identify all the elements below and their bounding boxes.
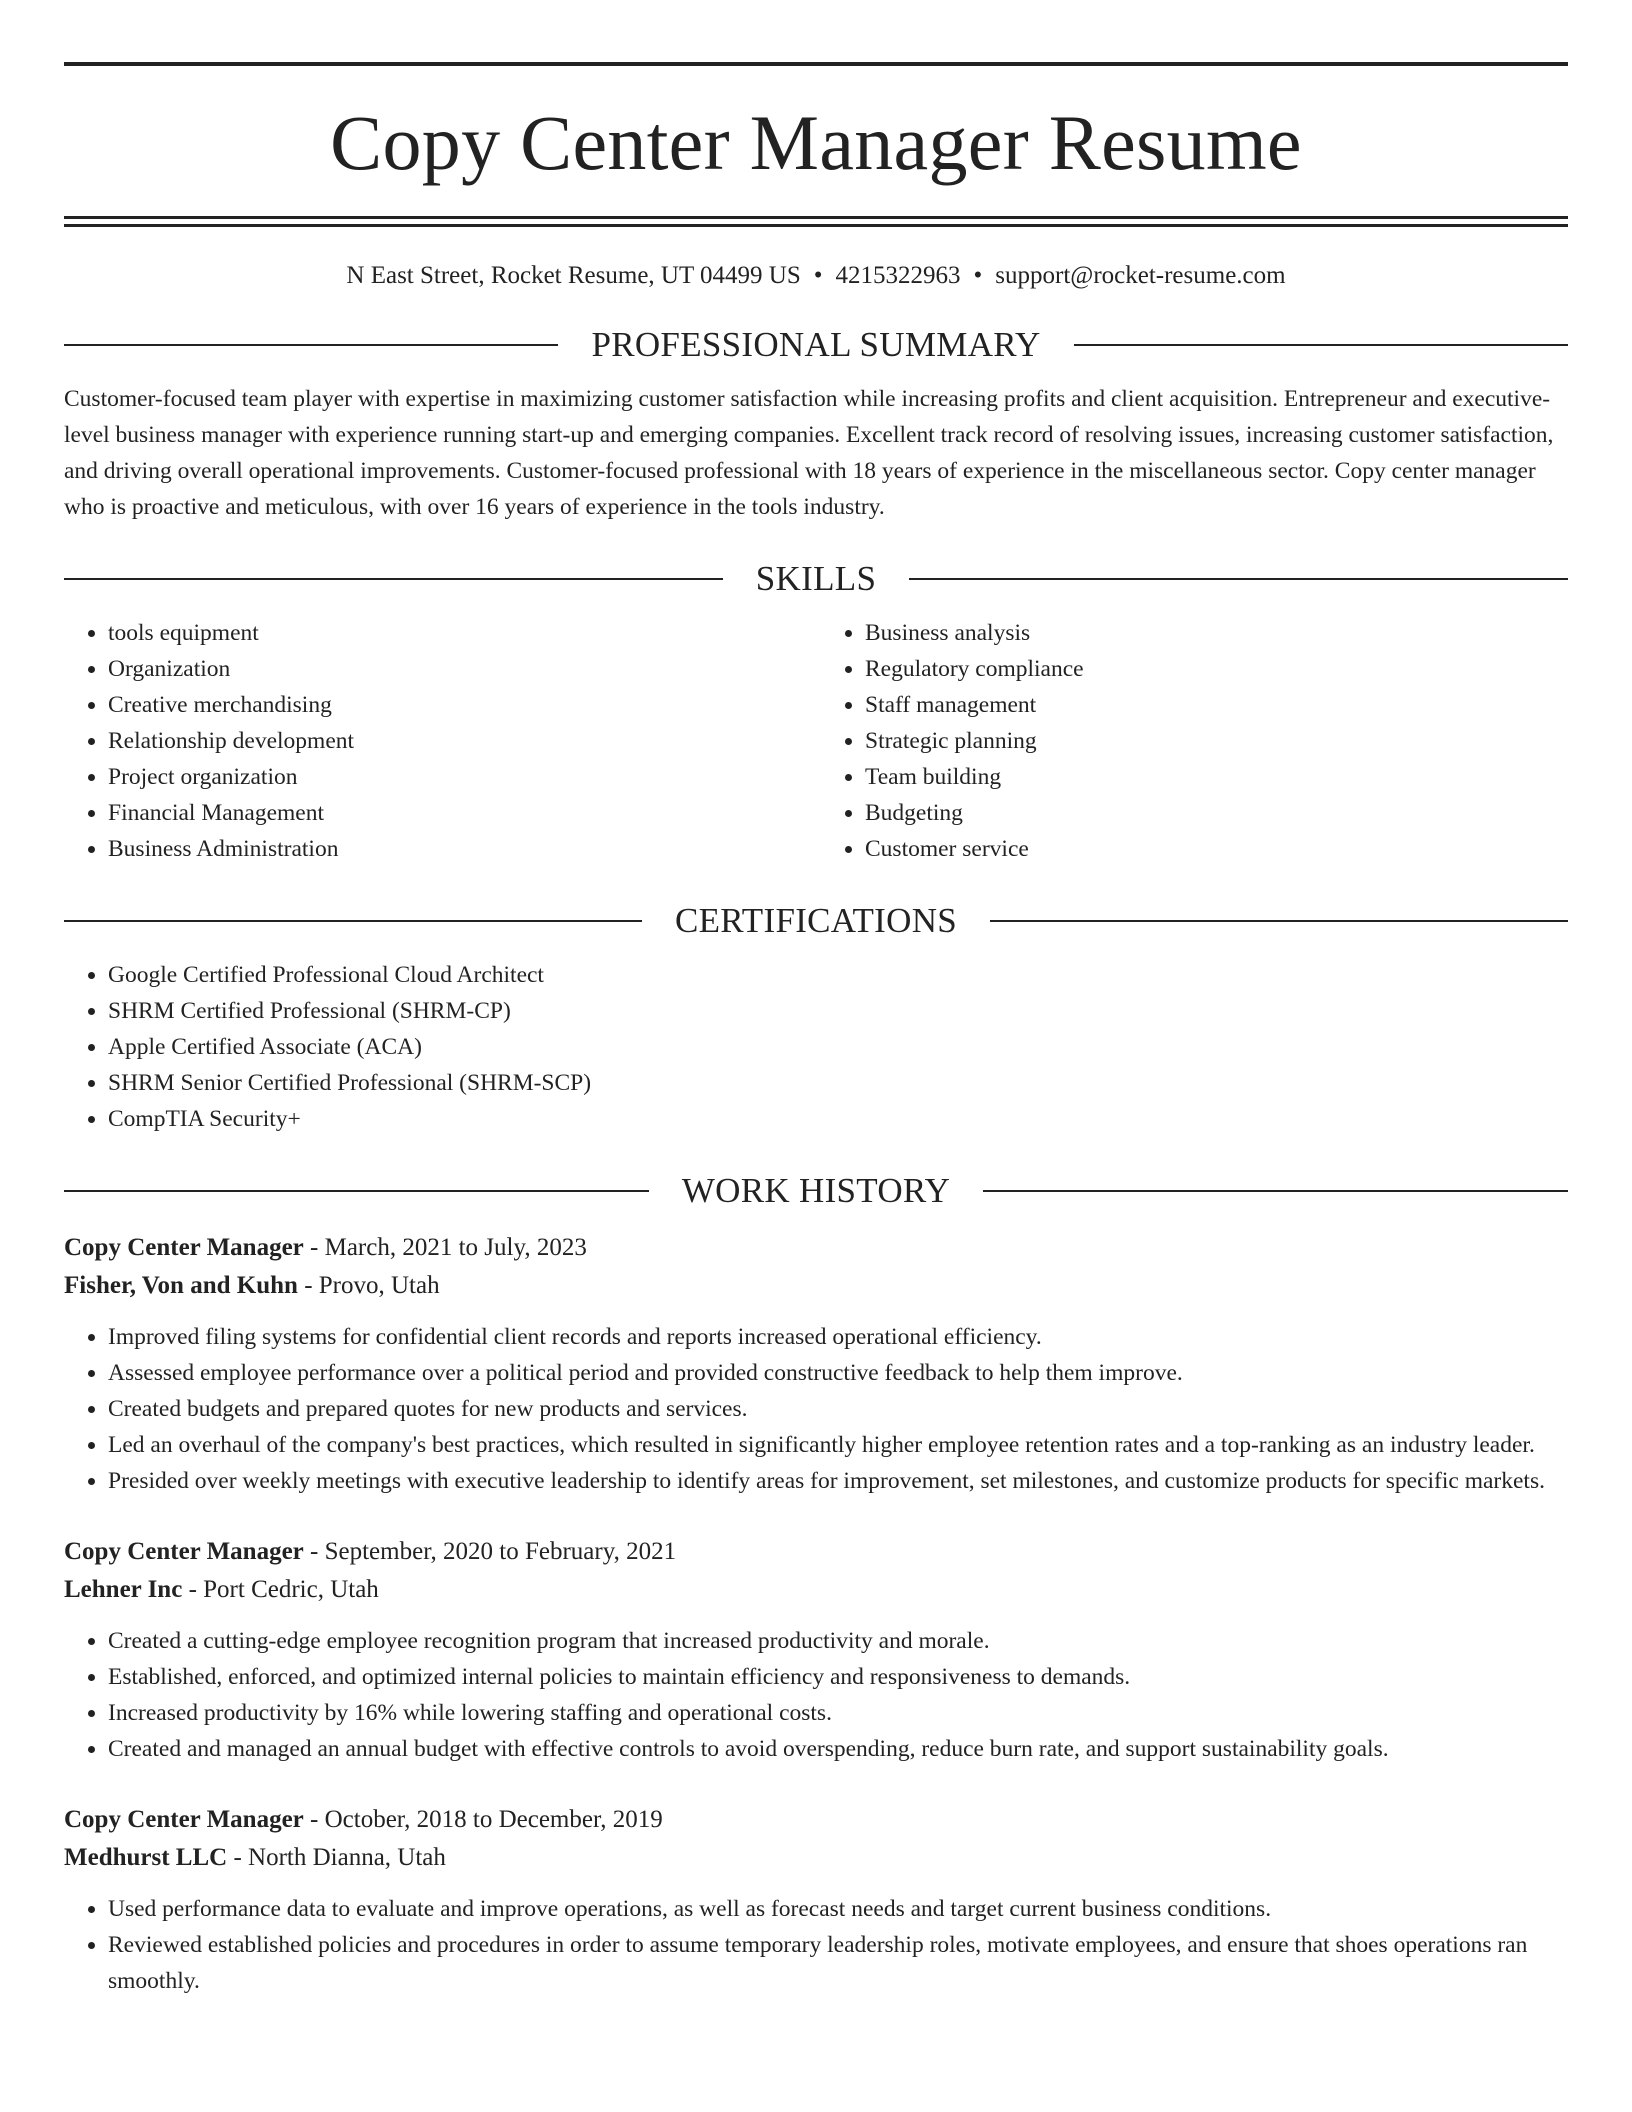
job-company-line bbox=[64, 1267, 1568, 1305]
heading-rule-left bbox=[64, 920, 642, 922]
job-bullet: • Improved filing systems for confidential client records and reports increased operational efficiency. bbox=[108, 1319, 1568, 1355]
certification-item: • CompTIA Security+ bbox=[108, 1101, 1568, 1137]
job-title-line bbox=[64, 1533, 1568, 1571]
job-entry bbox=[64, 1533, 1568, 1767]
job-bullet: • Assessed employee performance over a political period and provided constructive feedback to help them improve. bbox=[108, 1355, 1568, 1391]
job-dates: - September, 2020 to February, 2021 bbox=[303, 1538, 677, 1565]
job-location: - Provo, Utah bbox=[297, 1272, 440, 1299]
contact-email: support@rocket-resume.com bbox=[995, 262, 1286, 289]
certification-item: • SHRM Certified Professional (SHRM-CP) bbox=[108, 993, 1568, 1029]
contact-line bbox=[64, 261, 1568, 291]
job-bullet: • Reviewed established policies and procedures in order to assume temporary leadership roles, motivate employees, and ensure that shoes operations ran smoothly. bbox=[108, 1927, 1568, 1999]
skill-item: • Customer service bbox=[865, 831, 1568, 867]
job-entry bbox=[64, 1801, 1568, 1999]
summary-heading: PROFESSIONAL SUMMARY bbox=[591, 325, 1041, 364]
contact-phone: 4215322963 bbox=[835, 262, 961, 289]
work-section-heading bbox=[64, 1171, 1568, 1211]
certifications-heading: CERTIFICATIONS bbox=[674, 901, 958, 940]
page-title: Copy Center Manager Resume bbox=[330, 99, 1302, 186]
top-rule bbox=[64, 62, 1568, 66]
job-title-line bbox=[64, 1229, 1568, 1267]
contact-separator: • bbox=[973, 262, 983, 289]
summary-section-heading bbox=[64, 325, 1568, 365]
job-bullets bbox=[64, 1891, 1568, 1999]
job-title: Copy Center Manager bbox=[64, 1234, 304, 1261]
job-bullet: • Used performance data to evaluate and improve operations, as well as forecast needs and target current business conditions. bbox=[108, 1891, 1568, 1927]
job-bullet: • Increased productivity by 16% while lowering staffing and operational costs. bbox=[108, 1695, 1568, 1731]
skill-item: • tools equipment bbox=[108, 615, 811, 651]
skills-list-left bbox=[64, 615, 811, 867]
certification-item: • SHRM Senior Certified Professional (SHRM-SCP) bbox=[108, 1065, 1568, 1101]
job-bullets bbox=[64, 1319, 1568, 1499]
title-double-rule bbox=[64, 216, 1568, 227]
heading-rule-right bbox=[1074, 344, 1568, 346]
summary-text: Customer-focused team player with expertise in maximizing customer satisfaction while increasing profits and client acquisition. Entrepreneur and executive-level business manager with experience running start-up and emerging companies. Excellent track record of resolving issues, increasing customer satisfaction, and driving overall operational improvements. Customer-focused professional with 18 years of experience in the miscellaneous sector. Copy center manager who is proactive and meticulous, with over 16 years of experience in the tools industry. bbox=[64, 386, 1554, 520]
skill-item: • Relationship development bbox=[108, 723, 811, 759]
job-company: Fisher, Von and Kuhn bbox=[64, 1272, 298, 1299]
job-location: - Port Cedric, Utah bbox=[182, 1576, 379, 1603]
certification-item: • Google Certified Professional Cloud Architect bbox=[108, 957, 1568, 993]
heading-rule-left bbox=[64, 578, 723, 580]
job-bullet: • Created a cutting-edge employee recognition program that increased productivity and morale. bbox=[108, 1623, 1568, 1659]
work-heading: WORK HISTORY bbox=[681, 1171, 951, 1210]
contact-separator: • bbox=[813, 262, 823, 289]
job-dates: - March, 2021 to July, 2023 bbox=[303, 1234, 587, 1261]
job-title: Copy Center Manager bbox=[64, 1538, 304, 1565]
skill-item: • Budgeting bbox=[865, 795, 1568, 831]
job-company: Lehner Inc bbox=[64, 1576, 183, 1603]
contact-address: N East Street, Rocket Resume, UT 04499 US bbox=[346, 262, 801, 289]
job-bullet: • Led an overhaul of the company's best practices, which resulted in significantly higher employee retention rates and a top-ranking as an industry leader. bbox=[108, 1427, 1568, 1463]
skill-item: • Business analysis bbox=[865, 615, 1568, 651]
skill-item: • Staff management bbox=[865, 687, 1568, 723]
heading-rule-right bbox=[990, 920, 1568, 922]
skills-heading: SKILLS bbox=[755, 559, 877, 598]
skill-item: • Business Administration bbox=[108, 831, 811, 867]
heading-rule-right bbox=[983, 1190, 1568, 1192]
heading-rule-right bbox=[909, 578, 1568, 580]
skill-item: • Organization bbox=[108, 651, 811, 687]
skill-item: • Team building bbox=[865, 759, 1568, 795]
job-location: - North Dianna, Utah bbox=[227, 1844, 446, 1871]
heading-rule-left bbox=[64, 344, 558, 346]
skills-section-heading bbox=[64, 559, 1568, 599]
certification-item: • Apple Certified Associate (ACA) bbox=[108, 1029, 1568, 1065]
skill-item: • Creative merchandising bbox=[108, 687, 811, 723]
skills-list-right bbox=[811, 615, 1568, 867]
skill-item: • Financial Management bbox=[108, 795, 811, 831]
job-entry bbox=[64, 1229, 1568, 1499]
job-bullet: • Presided over weekly meetings with executive leadership to identify areas for improvement, set milestones, and customize products for specific markets. bbox=[108, 1463, 1568, 1499]
job-bullet: • Created and managed an annual budget with effective controls to avoid overspending, reduce burn rate, and support sustainability goals. bbox=[108, 1731, 1568, 1767]
job-bullet: • Established, enforced, and optimized internal policies to maintain efficiency and responsiveness to demands. bbox=[108, 1659, 1568, 1695]
certifications-section-heading bbox=[64, 901, 1568, 941]
skill-item: • Strategic planning bbox=[865, 723, 1568, 759]
job-dates: - October, 2018 to December, 2019 bbox=[303, 1806, 663, 1833]
skill-item: • Project organization bbox=[108, 759, 811, 795]
job-title-line bbox=[64, 1801, 1568, 1839]
job-company: Medhurst LLC bbox=[64, 1844, 228, 1871]
certifications-list bbox=[64, 957, 1568, 1137]
job-company-line bbox=[64, 1571, 1568, 1609]
job-bullets bbox=[64, 1623, 1568, 1767]
skills-columns bbox=[64, 615, 1568, 867]
job-title: Copy Center Manager bbox=[64, 1806, 304, 1833]
job-bullet: • Created budgets and prepared quotes for new products and services. bbox=[108, 1391, 1568, 1427]
skill-item: • Regulatory compliance bbox=[865, 651, 1568, 687]
heading-rule-left bbox=[64, 1190, 649, 1192]
job-company-line bbox=[64, 1839, 1568, 1877]
